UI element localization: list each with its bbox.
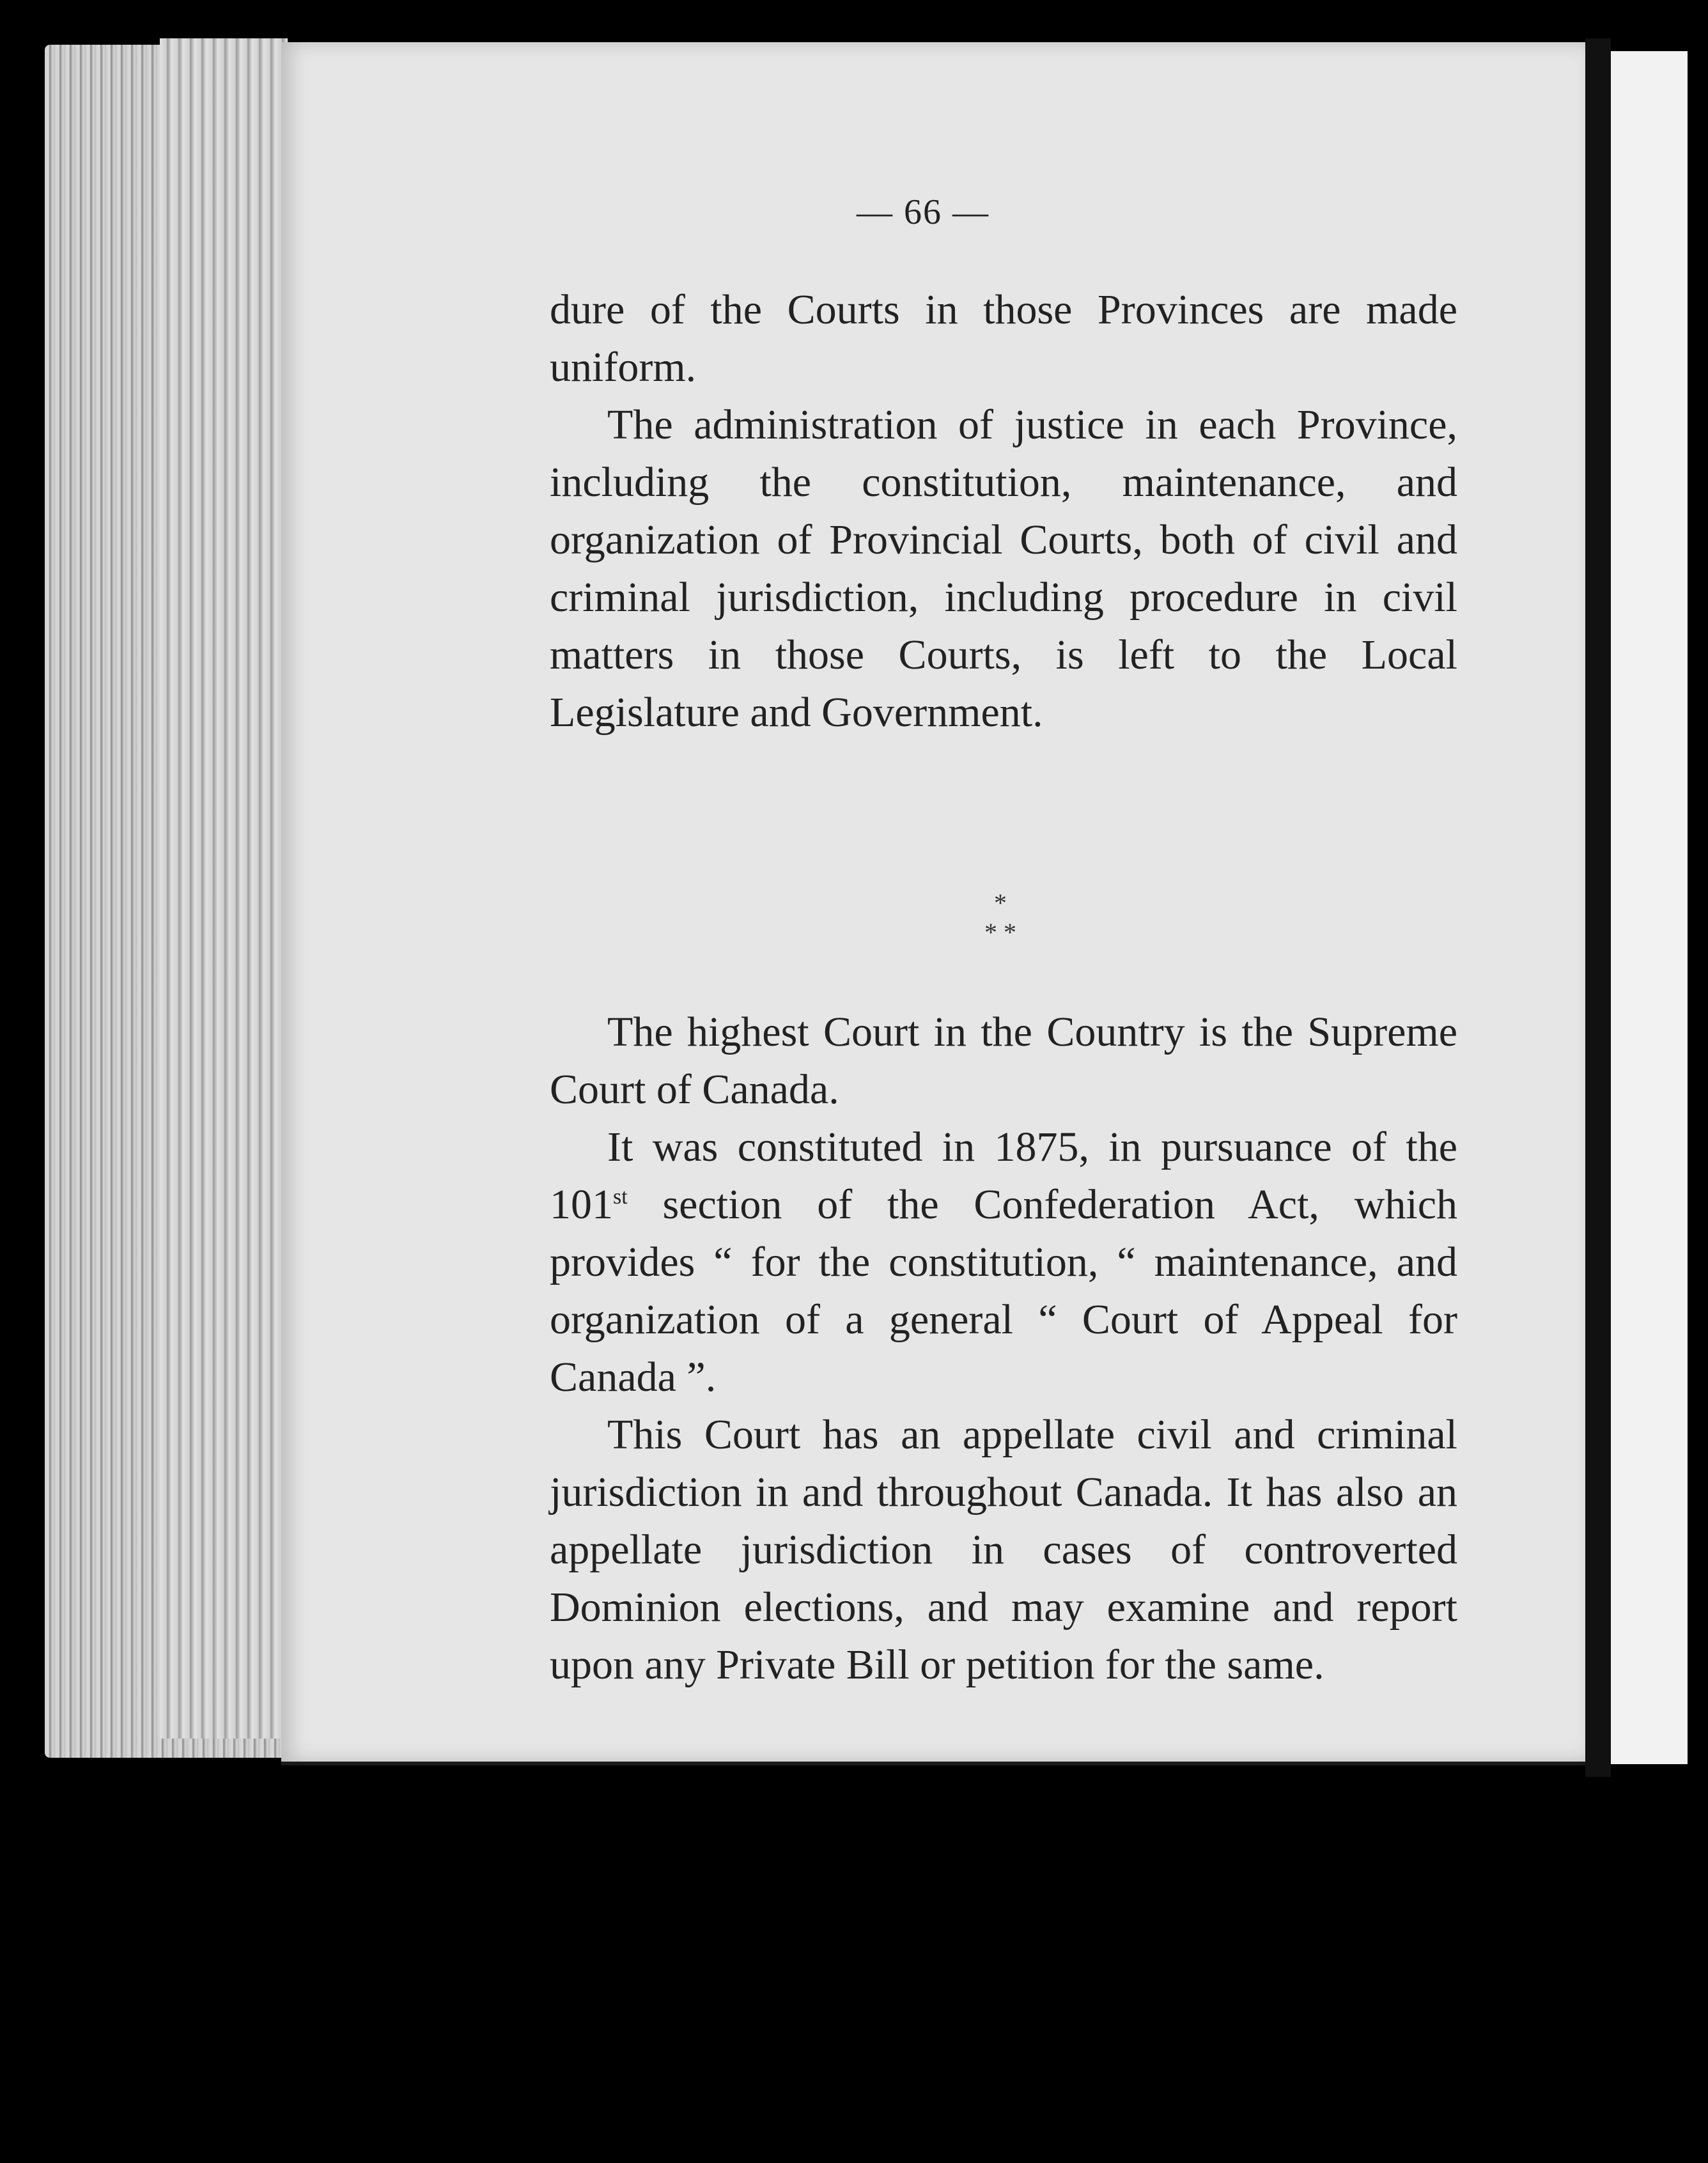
next-page-edge [1611, 51, 1688, 1764]
asterism-top: * [994, 888, 1007, 917]
asterism-bottom: * * [984, 918, 1016, 947]
book-gutter [1585, 38, 1611, 1777]
asterism-ornament [952, 888, 1048, 947]
constituted-text-b: section of the Confederation Act, which provides “ for the constitution, “ maintenance, and organization of a general “ Court of Appeal for Canada ”. [550, 1181, 1457, 1400]
constituted-text-a: It was constituted in 1875, in pursuance of the 101 [550, 1124, 1457, 1228]
page-edges-inner [160, 38, 288, 1739]
page-number: — 66 — [857, 192, 990, 232]
paragraph-continuation: dure of the Courts in those Provinces are made uniform. [550, 286, 1457, 391]
paragraph-administration: The administration of justice in each Province, including the constitution, maintenance, and organization of Provincial Courts, both of civil and criminal jurisdiction, including procedure in civil matters in those Courts, is left to the Local Legislature and Government. [550, 401, 1457, 736]
ordinal-suffix: st [613, 1185, 628, 1209]
paragraph-jurisdiction: This Court has an appellate civil and criminal jurisdiction in and throughout Canada. It has also an appellate jurisdiction in cases of controverted Dominion elections, and may examine and report upon any Private Bill or petition for the same. [550, 1411, 1457, 1688]
paragraph-supreme-court: The highest Court in the Country is the Supreme Court of Canada. [550, 1009, 1457, 1113]
paragraph-constituted [550, 1119, 1457, 1406]
text-block-top [550, 281, 1457, 741]
text-block-bottom [550, 1004, 1457, 1694]
